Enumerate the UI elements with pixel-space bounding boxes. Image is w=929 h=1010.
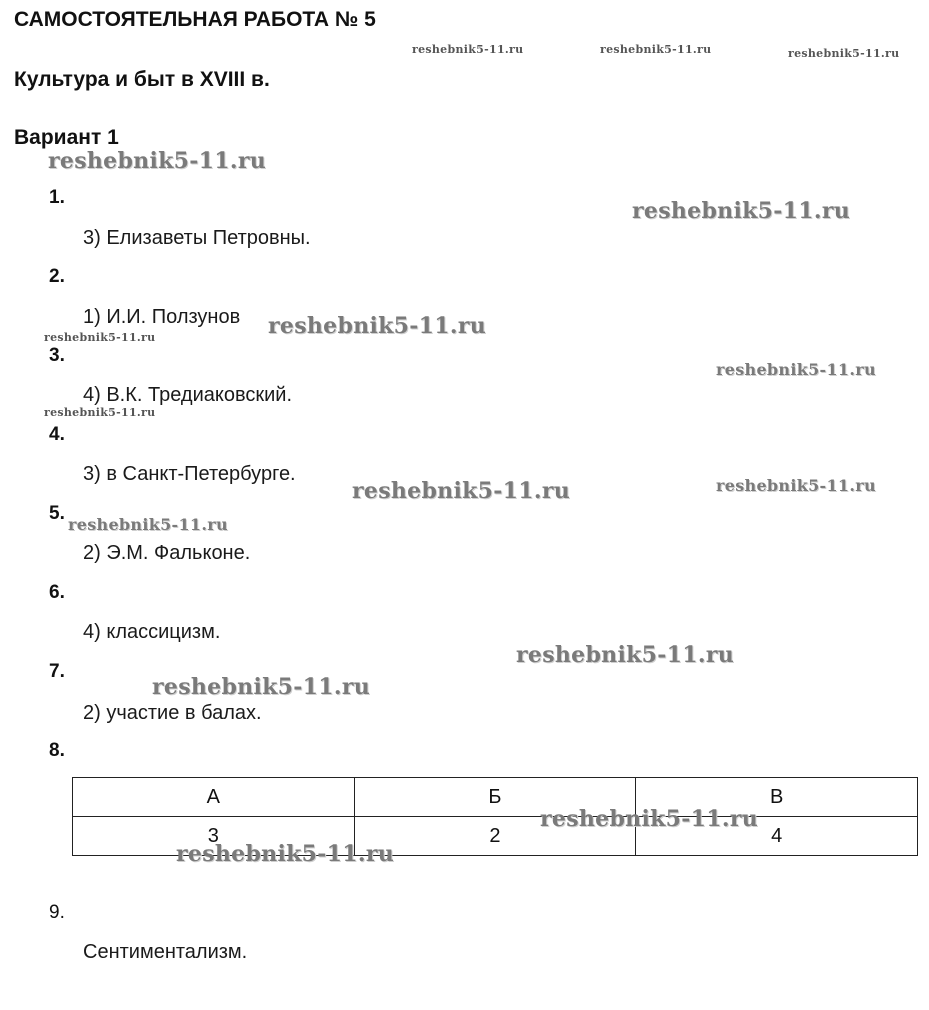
question-number: 1. (49, 187, 65, 208)
table-cell: 4 (636, 817, 918, 856)
watermark: reshebnik5-11.ru (716, 476, 876, 495)
table-header-row (73, 778, 918, 817)
question-number: 6. (49, 582, 65, 603)
watermark: reshebnik5-11.ru (600, 43, 712, 56)
watermark: reshebnik5-11.ru (44, 331, 156, 344)
watermark: reshebnik5-11.ru (632, 198, 851, 224)
watermark: reshebnik5-11.ru (176, 841, 395, 867)
question-number: 5. (49, 503, 65, 524)
answer-text: 3) в Санкт-Петербурге. (83, 463, 296, 485)
table-header-cell: Б (354, 778, 636, 817)
answer-text: 1) И.И. Ползунов (83, 306, 241, 328)
watermark: reshebnik5-11.ru (268, 313, 487, 339)
question-number: 8. (49, 740, 65, 761)
watermark: reshebnik5-11.ru (412, 43, 524, 56)
answer-text: 2) участие в балах. (83, 702, 262, 724)
watermark: reshebnik5-11.ru (516, 642, 735, 668)
table-header-cell: В (636, 778, 918, 817)
watermark: reshebnik5-11.ru (352, 478, 571, 504)
watermark: reshebnik5-11.ru (152, 674, 371, 700)
topic-title: Культура и быт в XVIII в. (14, 68, 270, 91)
watermark: reshebnik5-11.ru (48, 148, 267, 174)
question-number: 7. (49, 661, 65, 682)
answer-text: 3) Елизаветы Петровны. (83, 227, 311, 249)
watermark: reshebnik5-11.ru (716, 360, 876, 379)
table-cell: 2 (354, 817, 636, 856)
watermark: reshebnik5-11.ru (44, 406, 156, 419)
table-header-cell: А (73, 778, 355, 817)
answer-text: Сентиментализм. (83, 941, 248, 963)
question-number: 2. (49, 266, 65, 287)
watermark: reshebnik5-11.ru (68, 515, 228, 534)
watermark: reshebnik5-11.ru (540, 806, 759, 832)
answer-text: 2) Э.М. Фальконе. (83, 542, 251, 564)
question-number: 4. (49, 424, 65, 445)
question-number: 3. (49, 345, 65, 366)
watermark: reshebnik5-11.ru (788, 47, 900, 60)
question-number: 9. (49, 902, 65, 923)
table-cell: 3 (73, 817, 355, 856)
answer-text: 4) В.К. Тредиаковский. (83, 384, 293, 406)
variant-title: Вариант 1 (14, 126, 119, 149)
page-title: САМОСТОЯТЕЛЬНАЯ РАБОТА № 5 (14, 8, 376, 31)
answer-text: 4) классицизм. (83, 621, 221, 643)
